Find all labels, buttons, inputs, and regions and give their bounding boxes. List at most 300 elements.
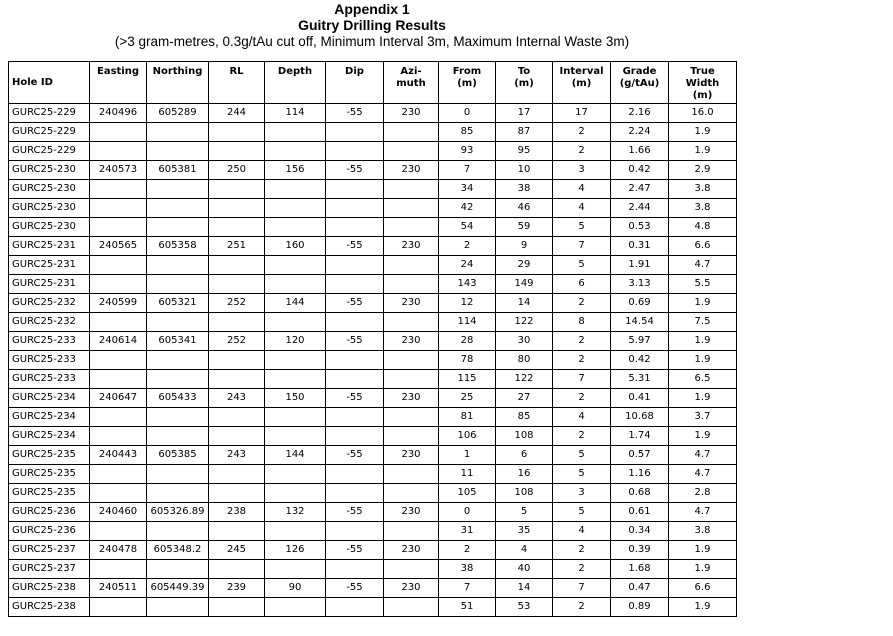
cell-interval: 2: [553, 560, 611, 579]
column-header-rl: [209, 62, 265, 104]
cell-true-width: 1.9: [669, 560, 737, 579]
cell-interval: 2: [553, 541, 611, 560]
cell-azimuth: [384, 427, 439, 446]
cell-rl: 243: [209, 446, 265, 465]
cell-hole-id: GURC25-235: [9, 446, 90, 465]
cell-northing: [147, 465, 209, 484]
cell-northing: [147, 484, 209, 503]
column-header-interval: [553, 62, 611, 104]
column-header-true-width: [669, 62, 737, 104]
cell-dip: [326, 275, 384, 294]
column-header-grade: [611, 62, 669, 104]
cell-azimuth: 230: [384, 161, 439, 180]
cell-to: 30: [496, 332, 553, 351]
cell-to: 5: [496, 503, 553, 522]
cell-interval: 2: [553, 389, 611, 408]
cell-easting: 240565: [90, 237, 147, 256]
cell-dip: -55: [326, 161, 384, 180]
cell-rl: [209, 313, 265, 332]
cell-hole-id: GURC25-233: [9, 351, 90, 370]
cell-northing: 605348.2: [147, 541, 209, 560]
cell-northing: 605326.89: [147, 503, 209, 522]
cell-to: 4: [496, 541, 553, 560]
cell-grade: 14.54: [611, 313, 669, 332]
cell-hole-id: GURC25-231: [9, 256, 90, 275]
cell-azimuth: 230: [384, 104, 439, 123]
cell-from: 115: [439, 370, 496, 389]
header-text: Hole ID: [12, 76, 53, 88]
cell-depth: [265, 370, 326, 389]
cell-easting: [90, 123, 147, 142]
cell-hole-id: GURC25-234: [9, 427, 90, 446]
header-text: muth: [396, 78, 426, 89]
cell-depth: [265, 199, 326, 218]
cell-azimuth: [384, 522, 439, 541]
cell-azimuth: [384, 370, 439, 389]
cell-from: 25: [439, 389, 496, 408]
cell-azimuth: [384, 142, 439, 161]
cell-rl: [209, 465, 265, 484]
cell-azimuth: [384, 598, 439, 617]
cell-grade: 0.68: [611, 484, 669, 503]
cell-to: 9: [496, 237, 553, 256]
cell-depth: [265, 256, 326, 275]
cell-dip: -55: [326, 332, 384, 351]
cell-northing: 605449.39: [147, 579, 209, 598]
criteria-caption: (>3 gram-metres, 0.3g/tAu cut off, Minimum Interval 3m, Maximum Internal Waste 3m): [114, 34, 630, 49]
header-row: [9, 62, 737, 104]
cell-hole-id: GURC25-232: [9, 313, 90, 332]
cell-easting: 240599: [90, 294, 147, 313]
cell-to: 27: [496, 389, 553, 408]
cell-grade: 0.39: [611, 541, 669, 560]
cell-interval: 17: [553, 104, 611, 123]
cell-grade: 0.47: [611, 579, 669, 598]
cell-depth: [265, 275, 326, 294]
cell-easting: [90, 370, 147, 389]
cell-from: 7: [439, 161, 496, 180]
cell-depth: [265, 351, 326, 370]
cell-dip: [326, 256, 384, 275]
cell-northing: [147, 199, 209, 218]
cell-easting: [90, 484, 147, 503]
cell-depth: 90: [265, 579, 326, 598]
cell-depth: [265, 484, 326, 503]
cell-to: 10: [496, 161, 553, 180]
cell-interval: 4: [553, 180, 611, 199]
cell-from: 78: [439, 351, 496, 370]
cell-hole-id: GURC25-235: [9, 465, 90, 484]
header-text: Easting: [96, 66, 140, 77]
cell-rl: 245: [209, 541, 265, 560]
column-header-easting: [90, 62, 147, 104]
cell-true-width: 1.9: [669, 389, 737, 408]
cell-rl: [209, 275, 265, 294]
cell-interval: 4: [553, 199, 611, 218]
cell-easting: [90, 560, 147, 579]
cell-azimuth: 230: [384, 541, 439, 560]
table-row: [9, 465, 737, 484]
cell-from: 105: [439, 484, 496, 503]
header-text: Width: [685, 78, 720, 89]
cell-grade: 0.61: [611, 503, 669, 522]
cell-true-width: 4.7: [669, 256, 737, 275]
table-row: [9, 294, 737, 313]
cell-northing: [147, 560, 209, 579]
cell-from: 143: [439, 275, 496, 294]
cell-true-width: 3.7: [669, 408, 737, 427]
cell-true-width: 4.8: [669, 218, 737, 237]
cell-interval: 2: [553, 294, 611, 313]
cell-hole-id: GURC25-229: [9, 104, 90, 123]
cell-true-width: 1.9: [669, 294, 737, 313]
cell-rl: 244: [209, 104, 265, 123]
cell-grade: 5.31: [611, 370, 669, 389]
cell-from: 7: [439, 579, 496, 598]
cell-true-width: 1.9: [669, 142, 737, 161]
column-header-hole-id: [9, 62, 90, 104]
cell-hole-id: GURC25-236: [9, 503, 90, 522]
cell-northing: 605381: [147, 161, 209, 180]
cell-from: 0: [439, 503, 496, 522]
document-header: [0, 1, 744, 50]
cell-to: 14: [496, 294, 553, 313]
cell-from: 1: [439, 446, 496, 465]
cell-dip: [326, 427, 384, 446]
cell-grade: 2.47: [611, 180, 669, 199]
cell-to: 149: [496, 275, 553, 294]
header-text: True: [690, 66, 715, 77]
cell-easting: [90, 351, 147, 370]
cell-rl: 252: [209, 332, 265, 351]
header-text: Grade: [622, 66, 657, 77]
header-text: (m): [514, 78, 534, 89]
header-text: (m): [457, 78, 477, 89]
cell-to: 6: [496, 446, 553, 465]
cell-azimuth: [384, 465, 439, 484]
cell-azimuth: [384, 199, 439, 218]
cell-easting: 240614: [90, 332, 147, 351]
cell-azimuth: 230: [384, 332, 439, 351]
cell-hole-id: GURC25-229: [9, 123, 90, 142]
cell-easting: [90, 522, 147, 541]
cell-to: 35: [496, 522, 553, 541]
cell-depth: 114: [265, 104, 326, 123]
cell-azimuth: 230: [384, 446, 439, 465]
cell-grade: 0.42: [611, 161, 669, 180]
table-row: [9, 275, 737, 294]
cell-true-width: 4.7: [669, 465, 737, 484]
header-text: Depth: [277, 66, 313, 77]
cell-interval: 2: [553, 598, 611, 617]
cell-azimuth: [384, 275, 439, 294]
cell-true-width: 1.9: [669, 332, 737, 351]
cell-easting: [90, 313, 147, 332]
cell-to: 16: [496, 465, 553, 484]
table-title: Guitry Drilling Results: [298, 17, 446, 33]
header-text: Interval: [559, 66, 604, 77]
cell-from: 2: [439, 237, 496, 256]
cell-interval: 5: [553, 503, 611, 522]
cell-interval: 2: [553, 142, 611, 161]
cell-depth: 144: [265, 294, 326, 313]
drilling-results-table: [8, 61, 737, 617]
cell-grade: 3.13: [611, 275, 669, 294]
cell-from: 11: [439, 465, 496, 484]
cell-azimuth: 230: [384, 503, 439, 522]
cell-northing: 605358: [147, 237, 209, 256]
cell-dip: [326, 218, 384, 237]
header-text: RL: [229, 66, 244, 77]
cell-azimuth: [384, 351, 439, 370]
header-text: Northing: [152, 66, 203, 77]
cell-interval: 2: [553, 123, 611, 142]
cell-northing: [147, 123, 209, 142]
cell-rl: [209, 484, 265, 503]
cell-hole-id: GURC25-237: [9, 541, 90, 560]
cell-true-width: 5.5: [669, 275, 737, 294]
cell-true-width: 16.0: [669, 104, 737, 123]
header-text: Azi-: [400, 66, 422, 77]
cell-depth: 156: [265, 161, 326, 180]
cell-rl: [209, 199, 265, 218]
cell-easting: [90, 598, 147, 617]
cell-interval: 5: [553, 218, 611, 237]
table-row: [9, 123, 737, 142]
cell-azimuth: [384, 123, 439, 142]
cell-to: 108: [496, 484, 553, 503]
table-row: [9, 389, 737, 408]
cell-interval: 6: [553, 275, 611, 294]
cell-hole-id: GURC25-230: [9, 218, 90, 237]
cell-azimuth: 230: [384, 294, 439, 313]
cell-rl: [209, 351, 265, 370]
cell-rl: 238: [209, 503, 265, 522]
cell-grade: 1.66: [611, 142, 669, 161]
cell-to: 29: [496, 256, 553, 275]
cell-to: 80: [496, 351, 553, 370]
cell-hole-id: GURC25-236: [9, 522, 90, 541]
table-row: [9, 237, 737, 256]
cell-depth: [265, 560, 326, 579]
cell-grade: 1.91: [611, 256, 669, 275]
cell-grade: 0.57: [611, 446, 669, 465]
cell-true-width: 6.5: [669, 370, 737, 389]
cell-depth: [265, 427, 326, 446]
cell-from: 12: [439, 294, 496, 313]
header-text: (m): [571, 78, 592, 89]
table-row: [9, 560, 737, 579]
cell-rl: 243: [209, 389, 265, 408]
cell-to: 85: [496, 408, 553, 427]
cell-dip: [326, 199, 384, 218]
column-header-azimuth: [384, 62, 439, 104]
column-header-from: [439, 62, 496, 104]
cell-hole-id: GURC25-230: [9, 199, 90, 218]
cell-depth: [265, 465, 326, 484]
cell-grade: 2.16: [611, 104, 669, 123]
table-row: [9, 579, 737, 598]
table-row: [9, 598, 737, 617]
table-row: [9, 484, 737, 503]
header-text: From: [452, 66, 482, 77]
cell-true-width: 1.9: [669, 427, 737, 446]
cell-azimuth: [384, 313, 439, 332]
table-row: [9, 408, 737, 427]
cell-interval: 7: [553, 237, 611, 256]
cell-easting: [90, 142, 147, 161]
table-row: [9, 142, 737, 161]
cell-true-width: 1.9: [669, 541, 737, 560]
cell-grade: 1.68: [611, 560, 669, 579]
cell-northing: [147, 256, 209, 275]
cell-depth: 132: [265, 503, 326, 522]
cell-to: 122: [496, 370, 553, 389]
table-row: [9, 199, 737, 218]
table-body: [9, 104, 737, 617]
table-row: [9, 446, 737, 465]
cell-grade: 0.89: [611, 598, 669, 617]
cell-hole-id: GURC25-233: [9, 332, 90, 351]
cell-true-width: 4.7: [669, 503, 737, 522]
cell-dip: -55: [326, 446, 384, 465]
cell-depth: [265, 598, 326, 617]
cell-from: 114: [439, 313, 496, 332]
cell-to: 87: [496, 123, 553, 142]
cell-hole-id: GURC25-238: [9, 579, 90, 598]
cell-depth: 150: [265, 389, 326, 408]
cell-depth: [265, 522, 326, 541]
cell-dip: [326, 142, 384, 161]
cell-to: 53: [496, 598, 553, 617]
cell-depth: [265, 123, 326, 142]
cell-northing: [147, 408, 209, 427]
cell-hole-id: GURC25-237: [9, 560, 90, 579]
cell-grade: 1.74: [611, 427, 669, 446]
cell-azimuth: [384, 256, 439, 275]
cell-easting: 240573: [90, 161, 147, 180]
cell-dip: [326, 351, 384, 370]
cell-from: 93: [439, 142, 496, 161]
cell-from: 2: [439, 541, 496, 560]
cell-northing: [147, 351, 209, 370]
cell-true-width: 4.7: [669, 446, 737, 465]
cell-to: 59: [496, 218, 553, 237]
table-row: [9, 351, 737, 370]
cell-rl: 252: [209, 294, 265, 313]
cell-easting: [90, 427, 147, 446]
cell-azimuth: [384, 408, 439, 427]
cell-dip: [326, 522, 384, 541]
cell-azimuth: [384, 484, 439, 503]
cell-dip: -55: [326, 503, 384, 522]
cell-interval: 3: [553, 484, 611, 503]
cell-easting: 240511: [90, 579, 147, 598]
cell-from: 42: [439, 199, 496, 218]
cell-northing: [147, 598, 209, 617]
cell-from: 85: [439, 123, 496, 142]
cell-dip: [326, 560, 384, 579]
cell-northing: [147, 370, 209, 389]
cell-azimuth: 230: [384, 389, 439, 408]
cell-depth: [265, 218, 326, 237]
cell-to: 108: [496, 427, 553, 446]
cell-northing: 605433: [147, 389, 209, 408]
cell-from: 28: [439, 332, 496, 351]
cell-hole-id: GURC25-231: [9, 275, 90, 294]
cell-easting: [90, 199, 147, 218]
table-row: [9, 427, 737, 446]
cell-easting: 240478: [90, 541, 147, 560]
cell-easting: 240496: [90, 104, 147, 123]
cell-hole-id: GURC25-230: [9, 161, 90, 180]
cell-azimuth: 230: [384, 579, 439, 598]
cell-azimuth: [384, 218, 439, 237]
header-text: To: [517, 66, 531, 77]
cell-interval: 3: [553, 161, 611, 180]
cell-to: 46: [496, 199, 553, 218]
header-text: (g/tAu): [619, 78, 660, 89]
cell-dip: [326, 370, 384, 389]
cell-true-width: 7.5: [669, 313, 737, 332]
cell-depth: [265, 313, 326, 332]
cell-easting: 240460: [90, 503, 147, 522]
cell-dip: -55: [326, 541, 384, 560]
cell-interval: 7: [553, 579, 611, 598]
column-header-dip: [326, 62, 384, 104]
cell-grade: 5.97: [611, 332, 669, 351]
cell-azimuth: 230: [384, 237, 439, 256]
cell-rl: [209, 598, 265, 617]
cell-interval: 2: [553, 427, 611, 446]
cell-dip: -55: [326, 579, 384, 598]
cell-rl: [209, 123, 265, 142]
cell-rl: 251: [209, 237, 265, 256]
cell-hole-id: GURC25-238: [9, 598, 90, 617]
cell-from: 54: [439, 218, 496, 237]
cell-true-width: 2.8: [669, 484, 737, 503]
cell-true-width: 3.8: [669, 522, 737, 541]
cell-true-width: 1.9: [669, 351, 737, 370]
cell-from: 0: [439, 104, 496, 123]
cell-depth: [265, 408, 326, 427]
cell-azimuth: [384, 560, 439, 579]
cell-true-width: 2.9: [669, 161, 737, 180]
cell-to: 38: [496, 180, 553, 199]
cell-northing: [147, 313, 209, 332]
cell-northing: 605341: [147, 332, 209, 351]
cell-dip: [326, 180, 384, 199]
cell-depth: 120: [265, 332, 326, 351]
cell-interval: 5: [553, 446, 611, 465]
cell-from: 106: [439, 427, 496, 446]
cell-rl: [209, 256, 265, 275]
cell-interval: 8: [553, 313, 611, 332]
cell-true-width: 1.9: [669, 123, 737, 142]
cell-easting: [90, 180, 147, 199]
cell-dip: [326, 598, 384, 617]
cell-dip: -55: [326, 294, 384, 313]
appendix-title: Appendix 1: [334, 1, 410, 17]
table-row: [9, 332, 737, 351]
cell-depth: 160: [265, 237, 326, 256]
cell-grade: 10.68: [611, 408, 669, 427]
cell-from: 24: [439, 256, 496, 275]
cell-dip: [326, 123, 384, 142]
cell-true-width: 3.8: [669, 180, 737, 199]
cell-hole-id: GURC25-232: [9, 294, 90, 313]
cell-to: 122: [496, 313, 553, 332]
